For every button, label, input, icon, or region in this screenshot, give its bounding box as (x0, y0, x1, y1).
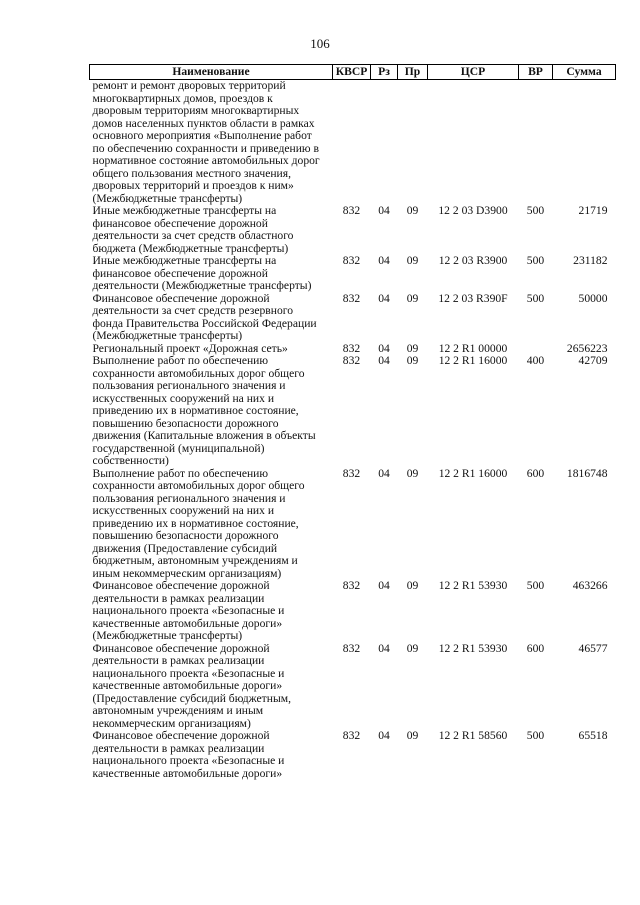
row-name-line: Выполнение работ по обеспечению (92, 354, 269, 367)
row-rz: 04 (378, 466, 390, 480)
row-csr: 12 2 R1 16000 (438, 466, 508, 480)
row-vr: 500 (526, 579, 545, 592)
row-name-line: качественные автомобильные дороги» (92, 766, 283, 780)
row-name-line: ремонт и ремонт дворовых территорий (92, 79, 286, 92)
table-row (90, 730, 616, 780)
row-name-line: деятельности (Межбюджетные трансферты) (92, 279, 312, 292)
row-name (90, 580, 333, 643)
row-pr: 09 (406, 641, 419, 655)
row-name (90, 80, 333, 206)
row-sum: 231182 (573, 254, 608, 267)
row-name-line: (Межбюджетные трансферты) (92, 329, 243, 342)
row-csr: 12 2 R1 58560 (438, 729, 508, 742)
row-pr: 09 (406, 729, 419, 742)
row-vr (519, 80, 553, 206)
row-rz: 04 (378, 204, 390, 217)
page-number: 106 (310, 36, 330, 51)
row-kvsr: 832 (342, 579, 361, 592)
row-kvsr: 832 (342, 641, 361, 655)
table-row (90, 80, 616, 206)
row-name-line: нормативное состояние автомобильных дорог (92, 154, 320, 167)
row-name-line: Выполнение работ по обеспечению (92, 466, 269, 480)
row-kvsr (333, 80, 371, 206)
row-name-line: бюджета (Межбюджетные трансферты) (92, 241, 289, 255)
row-sum: 65518 (578, 729, 608, 742)
row-name-line: Иные межбюджетные трансферты на (92, 204, 277, 217)
row-name-line: пользования регионального значения и (92, 379, 286, 392)
row-sum: 21719 (578, 204, 608, 217)
row-pr: 09 (406, 579, 419, 592)
row-sum: 46577 (578, 641, 608, 655)
row-kvsr: 832 (342, 354, 361, 367)
row-name-line: (Межбюджетные трансферты) (92, 629, 243, 642)
row-pr (398, 80, 428, 206)
row-name-line: деятельности в рамках реализации (92, 591, 265, 605)
row-kvsr: 832 (342, 729, 361, 742)
row-pr: 09 (406, 341, 419, 355)
row-name-line: некоммерческим организациям) (92, 716, 251, 730)
header-rz: Рз (371, 65, 398, 80)
row-sum: 42709 (578, 354, 608, 367)
row-name-line: приведению их в нормативное состояние, (92, 516, 299, 530)
row-name-line: приведению их в нормативное состояние, (92, 404, 299, 417)
row-name-line: Финансовое обеспечение дорожной (92, 579, 270, 592)
row-name (90, 293, 333, 343)
row-rz (371, 80, 398, 206)
row-name-line: движения (Предоставление субсидий (92, 541, 278, 555)
header-name: Наименование (90, 65, 333, 80)
row-name-line: повышению безопасности дорожного (92, 416, 279, 430)
row-name-line: бюджетным, автономным учреждениям и (92, 554, 298, 567)
row-name (90, 255, 333, 293)
row-csr: 12 2 03 R390F (438, 291, 508, 305)
row-csr: 12 2 03 D3900 (438, 204, 508, 217)
row-kvsr: 832 (342, 254, 361, 267)
row-kvsr: 832 (342, 291, 361, 305)
row-name-line: Финансовое обеспечение дорожной (92, 641, 270, 655)
table-row (90, 293, 616, 343)
row-vr: 400 (526, 354, 545, 367)
row-name-line: искусственных сооружений на них и (92, 504, 275, 517)
row-name-line: (Межбюджетные трансферты) (92, 191, 243, 205)
row-sum: 1816748 (566, 466, 608, 480)
row-sum: 463266 (572, 579, 608, 592)
row-rz: 04 (378, 641, 390, 655)
budget-table (89, 64, 616, 780)
row-name-line: искусственных сооружений на них и (92, 391, 275, 405)
row-name-line: повышению безопасности дорожного (92, 529, 279, 542)
row-kvsr: 832 (342, 204, 361, 217)
header-csr: ЦСР (428, 65, 519, 80)
row-name (90, 730, 333, 780)
row-name-line: движения (Капитальные вложения в объекты (92, 429, 316, 442)
row-name-line: автономным учреждениям и иным (92, 704, 264, 717)
table-body (90, 80, 616, 781)
row-name-line: пользования регионального значения и (92, 491, 286, 505)
header-pr: Пр (398, 65, 428, 80)
row-name-line: деятельности за счет средств резервного (92, 304, 294, 317)
row-name-line: финансовое обеспечение дорожной (92, 216, 268, 230)
row-rz: 04 (378, 729, 390, 742)
row-name-line: Финансовое обеспечение дорожной (92, 729, 270, 742)
row-kvsr: 832 (342, 466, 361, 480)
table-row (90, 580, 616, 643)
row-name-line: собственности) (92, 454, 169, 467)
row-name-line: деятельности в рамках реализации (92, 654, 265, 667)
row-pr: 09 (406, 466, 419, 480)
row-vr: 500 (526, 291, 545, 305)
table-row (90, 255, 616, 293)
row-name-line: Иные межбюджетные трансферты на (92, 254, 277, 267)
row-name-line: сохранности автомобильных дорог общего (92, 479, 305, 492)
row-name-line: домов населенных пунктов области в рамках (92, 116, 315, 130)
table-row (90, 468, 616, 581)
row-name-line: качественные автомобильные дороги» (92, 679, 283, 692)
row-name-line: Финансовое обеспечение дорожной (92, 291, 270, 305)
row-pr: 09 (406, 291, 419, 305)
row-csr: 12 2 03 R3900 (438, 254, 508, 267)
row-rz: 04 (378, 341, 390, 355)
row-name-line: по обеспечению сохранности и приведению в (92, 141, 319, 155)
header-kvsr: КВСР (333, 65, 371, 80)
row-name-line: финансовое обеспечение дорожной (92, 266, 268, 280)
row-kvsr: 832 (342, 341, 361, 355)
row-csr: 12 2 R1 00000 (438, 341, 508, 355)
row-rz: 04 (378, 354, 390, 367)
row-name-line: многоквартирных домов, проездов к (92, 91, 273, 105)
row-name (90, 643, 333, 731)
row-name-line: дворовым территориям многоквартирных (92, 104, 300, 117)
row-name (90, 355, 333, 468)
row-name-line: общего пользования местного значения, (92, 166, 291, 180)
row-pr: 09 (406, 204, 419, 217)
row-name-line: основного мероприятия «Выполнение работ (92, 129, 312, 142)
row-csr (428, 80, 519, 206)
row-name-line: фонда Правительства Российской Федерации (92, 316, 317, 330)
row-csr: 12 2 R1 53930 (438, 579, 508, 592)
row-sum: 50000 (578, 291, 608, 305)
table-row (90, 355, 616, 468)
row-name-line: государственной (муниципальной) (92, 441, 265, 455)
row-name-line: дворовых территорий и проездов к ним» (92, 179, 294, 192)
row-name (90, 205, 333, 255)
table-row (90, 643, 616, 731)
row-name-line: национального проекта «Безопасные и (92, 604, 285, 617)
header-vr: ВР (519, 65, 553, 80)
row-name (90, 468, 333, 581)
row-csr: 12 2 R1 16000 (438, 354, 508, 367)
row-rz: 04 (378, 579, 390, 592)
row-name-line: Региональный проект «Дорожная сеть» (92, 341, 288, 355)
row-rz: 04 (378, 254, 390, 267)
row-sum (553, 80, 616, 206)
row-pr: 09 (406, 354, 419, 367)
row-csr: 12 2 R1 53930 (438, 641, 508, 655)
row-vr: 500 (526, 729, 545, 742)
row-name-line: (Предоставление субсидий бюджетным, (92, 691, 291, 705)
row-pr: 09 (406, 254, 419, 267)
table-header-row (90, 65, 616, 80)
row-name-line: иным некоммерческим организациям) (92, 566, 282, 580)
row-name-line: национального проекта «Безопасные и (92, 666, 285, 680)
table-row (90, 205, 616, 255)
row-name-line: качественные автомобильные дороги» (92, 616, 283, 630)
row-sum: 2656223 (566, 341, 608, 355)
row-vr: 600 (526, 466, 545, 480)
row-name-line: сохранности автомобильных дорог общего (92, 366, 305, 380)
row-name-line: деятельности в рамках реализации (92, 741, 265, 755)
row-name-line: национального проекта «Безопасные и (92, 754, 285, 767)
row-vr: 500 (526, 204, 545, 217)
header-sum: Сумма (553, 65, 616, 80)
row-name-line: деятельности за счет средств областного (92, 229, 294, 242)
row-vr: 600 (526, 641, 545, 655)
row-rz: 04 (378, 291, 390, 305)
row-vr: 500 (526, 254, 545, 267)
